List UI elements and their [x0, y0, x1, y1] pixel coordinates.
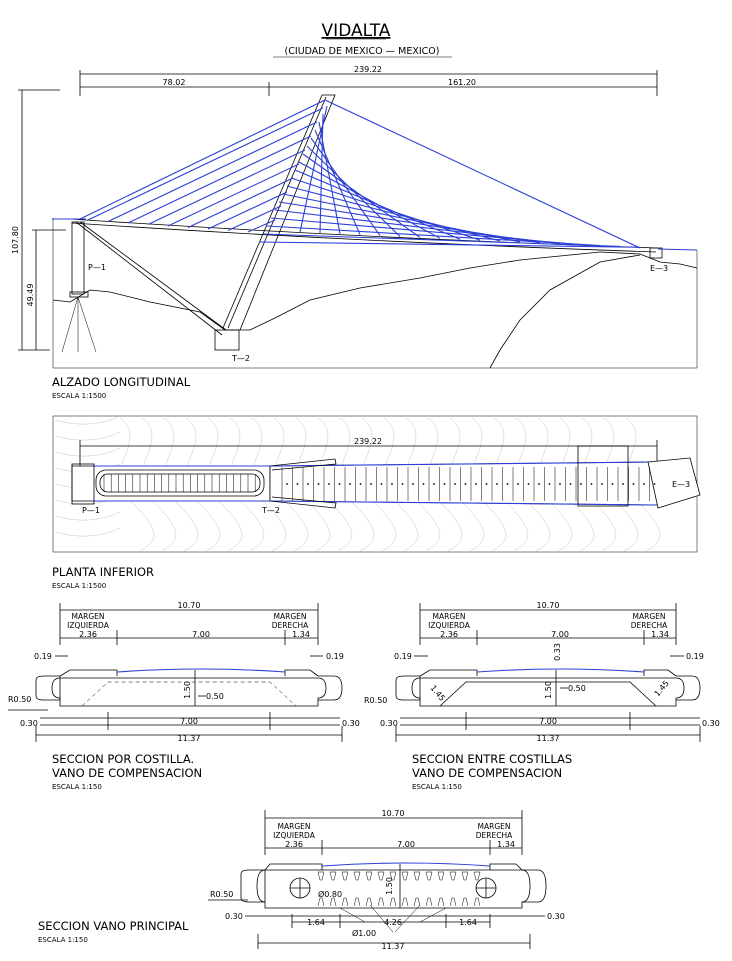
elevation-view — [11, 65, 697, 368]
caption-section-main: SECCION VANO PRINCIPAL — [38, 919, 189, 933]
caption-section-rib-2: VANO DE COMPENSACION — [52, 766, 203, 780]
caption-elevation: ALZADO LONGITUDINAL — [52, 375, 191, 389]
scale-section-rib: ESCALA 1:150 — [52, 783, 102, 791]
label-p1-elev: P—1 — [88, 263, 106, 272]
svg-text:IZQUIERDA: IZQUIERDA — [273, 831, 315, 840]
svg-text:7.00: 7.00 — [192, 630, 210, 639]
svg-text:1.45: 1.45 — [652, 678, 671, 699]
svg-text:0.50: 0.50 — [568, 684, 586, 693]
cable-back — [108, 122, 317, 222]
svg-text:MARGEN: MARGEN — [277, 822, 311, 831]
svg-text:10.70: 10.70 — [177, 601, 201, 610]
svg-text:239.22: 239.22 — [354, 65, 382, 74]
svg-text:0.30: 0.30 — [225, 912, 243, 921]
caption-section-rib-1: SECCION POR COSTILLA. — [52, 752, 195, 766]
label-e3-plan: E—3 — [672, 480, 691, 489]
svg-text:R0.50: R0.50 — [8, 695, 32, 704]
plan-view — [53, 416, 700, 552]
caption-section-between-2: VANO DE COMPENSACION — [412, 766, 563, 780]
dim-total-plan: 239.22 — [354, 437, 382, 446]
svg-text:7.00: 7.00 — [551, 630, 569, 639]
sheet-title: VIDALTA — [321, 21, 391, 41]
svg-text:R0.50: R0.50 — [210, 890, 234, 899]
svg-text:107.80: 107.80 — [11, 226, 20, 254]
label-p1-plan: P—1 — [82, 506, 100, 515]
label-t2-elev: T—2 — [232, 354, 250, 363]
deck-plan — [72, 446, 700, 508]
svg-text:1.34: 1.34 — [497, 840, 515, 849]
caption-section-between-1: SECCION ENTRE COSTILLAS — [412, 752, 573, 766]
scale-elevation: ESCALA 1:1500 — [52, 392, 107, 400]
svg-text:0.30: 0.30 — [20, 719, 38, 728]
svg-text:2.36: 2.36 — [285, 840, 303, 849]
svg-text:1.64: 1.64 — [459, 918, 477, 927]
svg-text:Ø1.00: Ø1.00 — [352, 929, 377, 938]
svg-text:161.20: 161.20 — [448, 78, 476, 87]
section-entre-costillas — [364, 601, 720, 743]
svg-text:2.36: 2.36 — [440, 630, 458, 639]
pier-p1 — [62, 222, 96, 352]
svg-text:MARGEN: MARGEN — [632, 612, 666, 621]
cable-back — [188, 178, 293, 228]
svg-text:1.50: 1.50 — [385, 877, 394, 895]
svg-text:7.00: 7.00 — [397, 840, 415, 849]
svg-text:DERECHA: DERECHA — [271, 621, 309, 630]
svg-text:11.37: 11.37 — [536, 734, 560, 743]
svg-text:0.33: 0.33 — [553, 643, 562, 661]
caption-plan: PLANTA INFERIOR — [52, 565, 155, 579]
svg-text:MARGEN: MARGEN — [71, 612, 105, 621]
svg-text:R0.50: R0.50 — [364, 696, 388, 705]
svg-text:0.30: 0.30 — [547, 912, 565, 921]
label-t2-plan: T—2 — [262, 506, 280, 515]
section-vano-principal — [208, 809, 565, 951]
svg-text:11.37: 11.37 — [381, 942, 405, 951]
svg-text:4.26: 4.26 — [384, 918, 402, 927]
svg-text:MARGEN: MARGEN — [432, 612, 466, 621]
svg-text:0.30: 0.30 — [342, 719, 360, 728]
svg-text:10.70: 10.70 — [536, 601, 560, 610]
dim-vertical-elevation — [11, 90, 66, 350]
stay-cables — [80, 100, 640, 248]
svg-text:1.64: 1.64 — [307, 918, 325, 927]
svg-text:0.19: 0.19 — [394, 652, 412, 661]
svg-text:1.45: 1.45 — [428, 683, 447, 703]
svg-text:7.00: 7.00 — [180, 717, 198, 726]
svg-text:Ø0.80: Ø0.80 — [318, 890, 343, 899]
svg-text:11.37: 11.37 — [177, 734, 201, 743]
svg-text:1.34: 1.34 — [651, 630, 669, 639]
scale-section-main: ESCALA 1:150 — [38, 936, 88, 944]
section-por-costilla — [8, 601, 360, 743]
cable-back — [128, 136, 311, 223]
svg-text:1.34: 1.34 — [292, 630, 310, 639]
terrain-profile — [53, 252, 697, 330]
main-section-voids — [318, 872, 480, 906]
sheet-subtitle: (CIUDAD DE MEXICO — MEXICO) — [284, 46, 440, 57]
svg-text:DERECHA: DERECHA — [475, 831, 513, 840]
svg-text:49.49: 49.49 — [26, 283, 35, 307]
svg-text:0.30: 0.30 — [380, 719, 398, 728]
svg-text:IZQUIERDA: IZQUIERDA — [428, 621, 470, 630]
svg-text:1.50: 1.50 — [544, 681, 553, 699]
svg-text:2.36: 2.36 — [79, 630, 97, 639]
dim-total-elevation — [80, 65, 657, 96]
svg-text:0.30: 0.30 — [702, 719, 720, 728]
svg-text:10.70: 10.70 — [381, 809, 405, 818]
svg-text:78.02: 78.02 — [162, 78, 186, 87]
label-e3-elev: E—3 — [650, 264, 669, 273]
svg-text:IZQUIERDA: IZQUIERDA — [67, 621, 109, 630]
svg-text:MARGEN: MARGEN — [477, 822, 511, 831]
svg-text:DERECHA: DERECHA — [630, 621, 668, 630]
svg-text:7.00: 7.00 — [539, 717, 557, 726]
cable-back — [148, 150, 305, 225]
svg-text:0.19: 0.19 — [686, 652, 704, 661]
svg-text:1.50: 1.50 — [183, 681, 192, 699]
scale-section-between: ESCALA 1:150 — [412, 783, 462, 791]
scale-plan: ESCALA 1:1500 — [52, 582, 107, 590]
svg-text:0.19: 0.19 — [34, 652, 52, 661]
svg-text:MARGEN: MARGEN — [273, 612, 307, 621]
svg-text:0.50: 0.50 — [206, 692, 224, 701]
svg-text:0.19: 0.19 — [326, 652, 344, 661]
